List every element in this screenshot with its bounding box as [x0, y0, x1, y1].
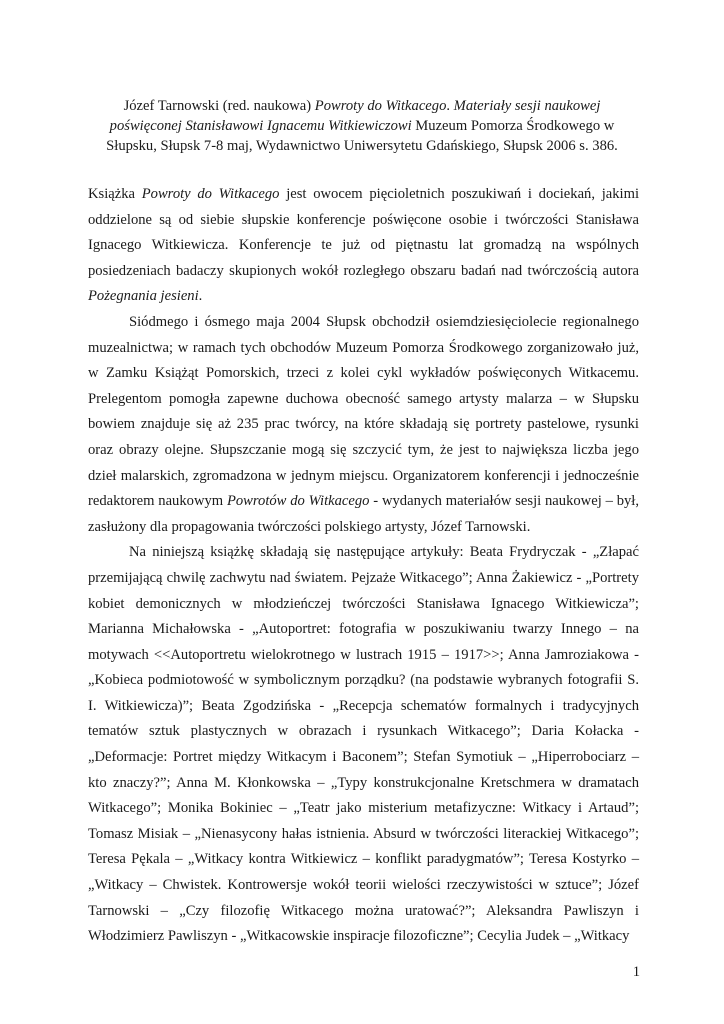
paragraph-1-book-title: Powroty do Witkacego: [141, 186, 280, 202]
paragraph-1-cited-work: Pożegnania jesieni: [88, 288, 199, 305]
paragraph-2-book-title: Powrotów do Witkacego: [226, 493, 370, 510]
review-body: [88, 182, 639, 950]
page-number: 1: [632, 964, 640, 980]
paragraph-2-text-c: - wydanych materiałów sesji naukowej – był, zasłużony dla propagowania twórczości polskiego artysty, Józef Tarnowski.: [88, 493, 639, 535]
paragraph-1-text-c: jest owocem pięcioletnich poszukiwań i dociekań, jakimi oddzielone są od siebie słupskie konferencje poświęcone osobie i twórczości Stanisława Ignacego Witkiewicza. Konferencje te już od piętnastu lat gromadzą na wspólnych posiedzeniach badaczy skupionych wokół rozległego obszaru badań nad twórczością autora: [88, 186, 640, 279]
header-editor: Józef Tarnowski (red. naukowa): [123, 98, 315, 114]
header-book-subtitle: Materiały sesji naukowej poświęconej Stanisławowi Ignacemu Witkiewiczowi: [109, 98, 601, 134]
paragraph-3: Na niniejszą książkę składają się następujące artykuły: Beata Frydryczak - „Złapać przemijającą chwilę zachwytu nad światem. Pejzaże Witkacego”; Anna Żakiewicz - „Portrety kobiet demonicznych w młodzieńczej twórczości Stanisława Ignacego Witkiewicza”; Marianna Michałowska - „Autoportret: fotografia w poszukiwaniu twarzy Innego – na motywach <<Autoportretu wielokrotnego w lustrach 1915 – 1917>>; Anna Jamroziakowa - „Kobieca podmiotowość w symbolicznym porządku? (na podstawie wybranych fotografii S. I. Witkiewicza)”; Beata Zgodzińska - „Recepcja schematów formalnych i tradycyjnych tematów sztuk plastycznych w obrazach i rysunkach Witkacego”; Daria Kołacka - „Deformacje: Portret między Witkacym i Baconem”; Stefan Symotiuk – „Hiperrobociarz – kto znaczy?”; Anna M. Kłonkowska – „Typy konstrukcjonalne Kretschmera w dramatach Witkacego”; Monika Bokiniec – „Teatr jako misterium metafizyczne: Witkacy i Artaud”; Tomasz Misiak – „Nienasycony hałas istnienia. Absurd w twórczości literackiej Witkacego”; Teresa Pękala – „Witkacy kontra Witkiewicz – konflikt paradygmatów”; Teresa Kostyrko – „Witkacy – Chwistek. Kontrowersje wokół teorii wielości rzeczywistości w sztuce”; Józef Tarnowski – „Czy filozofię Witkacego można uratować?”; Aleksandra Pawliszyn i Włodzimierz Pawliszyn - „Witkacowskie inspiracje filozoficzne”; Cecylia Judek – „Witkacy: [88, 544, 639, 945]
paragraph-2: [88, 310, 639, 540]
header-publication-info: Muzeum Pomorza Środkowego w Słupsku, Słupsk 7-8 maj, Wydawnictwo Uniwersytetu Gdańskiego, Słupsk 2006 s. 386.: [106, 118, 618, 154]
paragraph-2-text-a: Siódmego i ósmego maja 2004 Słupsk obchodził osiemdziesięciolecie regionalnego muzealnictwa; w ramach tych obchodów Muzeum Pomorza Środkowego zorganizowało już, w Zamku Książąt Pomorskich, trzeci z kolei cykl wykładów poświęconych Witkacemu. Prelegentom pomogła zapewne duchowa obecność samego artysty malarza – w Słupsku bowiem znajduje się aż 235 prac twórcy, na które składają się portrety pastelowe, rysunki oraz obrazy olejne. Słupszczanie mogą się szczycić tym, że jest to największa liczba jego dzieł malarskich, zgromadzona w jednym miejscu. Organizatorem konferencji i jednocześnie redaktorem naukowym: [88, 313, 639, 510]
paragraph-1-text-e: .: [198, 288, 203, 305]
header-book-title: Powroty do Witkacego: [314, 98, 447, 114]
paragraph-1-text-a: Książka: [88, 186, 142, 202]
paragraph-1: [88, 182, 639, 310]
header-separator: .: [446, 98, 454, 114]
bibliographic-header: [92, 96, 632, 156]
